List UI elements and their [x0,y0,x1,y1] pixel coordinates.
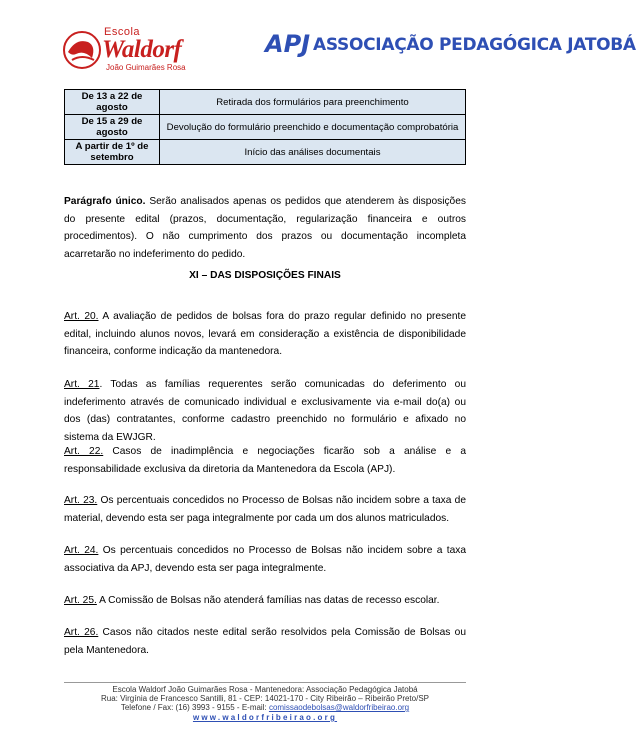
article-text: Os percentuais concedidos no Processo de Bolsas não incidem sobre a taxa de material, devendo esta ser paga integralmente por cada um dos alunos matriculados. [64,495,466,524]
escola-waldorf-logo [62,24,212,74]
article-label: Art. 26. [64,627,99,638]
footer-contact: Telefone / Fax: (16) 3993 - 9155 - E-mail: [120,703,269,712]
logo-waldorf-text: Waldorf [102,36,182,63]
footer-line-3 [40,703,490,713]
article-label: Art. 23. [64,495,98,506]
paragrafo-unico-text: Serão analisados apenas os pedidos que atenderem às disposições do presente edital (prazos, documentação, regularização financeira e outros procedimentos). O não cumprimento dos prazos ou documentação incompleta acarretarão no indeferimento do pedido. [64,196,466,260]
schedule-activity: Retirada dos formulários para preenchimento [160,90,466,115]
article-text: A avaliação de pedidos de bolsas fora do prazo regular definido no presente edital, incluindo alunos novos, levará em consideração a existência de disponibilidade financeira, conforme indicação da mantenedora. [64,311,466,357]
article-26 [64,624,466,659]
schedule-table [64,89,466,165]
paragrafo-unico-label: Parágrafo único. [64,196,146,207]
article-24 [64,542,466,577]
article-text: A Comissão de Bolsas não atenderá famílias nas datas de recesso escolar. [96,595,440,606]
logo-escola-text: Escola [104,26,141,38]
article-23 [64,492,466,527]
article-20 [64,308,466,361]
section-title: XI – DAS DISPOSIÇÕES FINAIS [189,270,341,281]
article-label: Art. 22. [64,446,104,457]
website-link[interactable]: www.waldorfribeirao.org [192,713,338,722]
article-text: Casos de inadimplência e negociações ficarão sob a análise e a responsabilidade exclusiva da diretoria da Mantenedora da Escola (APJ). [64,446,467,475]
table-row [65,140,466,165]
apj-logo [265,30,636,64]
article-text: Casos não citados neste edital serão resolvidos pela Comissão de Bolsas ou pela Mantenedora. [64,627,466,656]
article-text: . Todas as famílias requerentes serão comunicadas do deferimento ou indeferimento através de comunicado individual e exclusivamente via e-mail do(a) ou dos (das) contratantes, conforme cadastro preenchido no formulário e afixado no sistema da EWJGR. [64,379,466,443]
table-row [65,115,466,140]
article-label: Art. 24. [64,545,99,556]
footer-website-line [40,713,490,723]
email-link[interactable]: comissaodebolsas@waldorfribeirao.org [268,703,410,712]
schedule-date: A partir de 1º de setembro [65,140,160,165]
article-label: Art. 25. [64,595,97,606]
waldorf-emblem-icon [62,30,102,70]
schedule-date: De 13 a 22 de agosto [65,90,160,115]
footer-line-1: Escola Waldorf João Guimarães Rosa - Mantenedora: Associação Pedagógica Jatobá [112,685,418,694]
logo-jgr-text: João Guimarães Rosa [106,63,186,72]
schedule-activity: Início das análises documentais [160,140,466,165]
article-25 [64,592,466,610]
table-row [65,90,466,115]
article-21 [64,376,466,446]
footer-line-2: Rua: Virgínia de Francesco Santilli, 81 - CEP: 14021-170 - City Ribeirão – Ribeirão Preto/SP [100,694,429,703]
apj-name: ASSOCIAÇÃO PEDAGÓGICA JATOBÁ [313,35,636,55]
article-label: Art. 21 [64,379,100,390]
article-text: Os percentuais concedidos no Processo de Bolsas não incidem sobre a taxa associativa da APJ, devendo esta ser paga integralmente. [64,545,467,574]
schedule-activity: Devolução do formulário preenchido e documentação comprobatória [160,115,466,140]
apj-mark: APJ [265,30,311,58]
footer-divider [64,682,466,683]
article-22 [64,443,466,478]
page-header [0,0,636,80]
schedule-date: De 15 a 29 de agosto [65,115,160,140]
article-label: Art. 20. [64,311,99,322]
paragrafo-unico [64,193,466,263]
